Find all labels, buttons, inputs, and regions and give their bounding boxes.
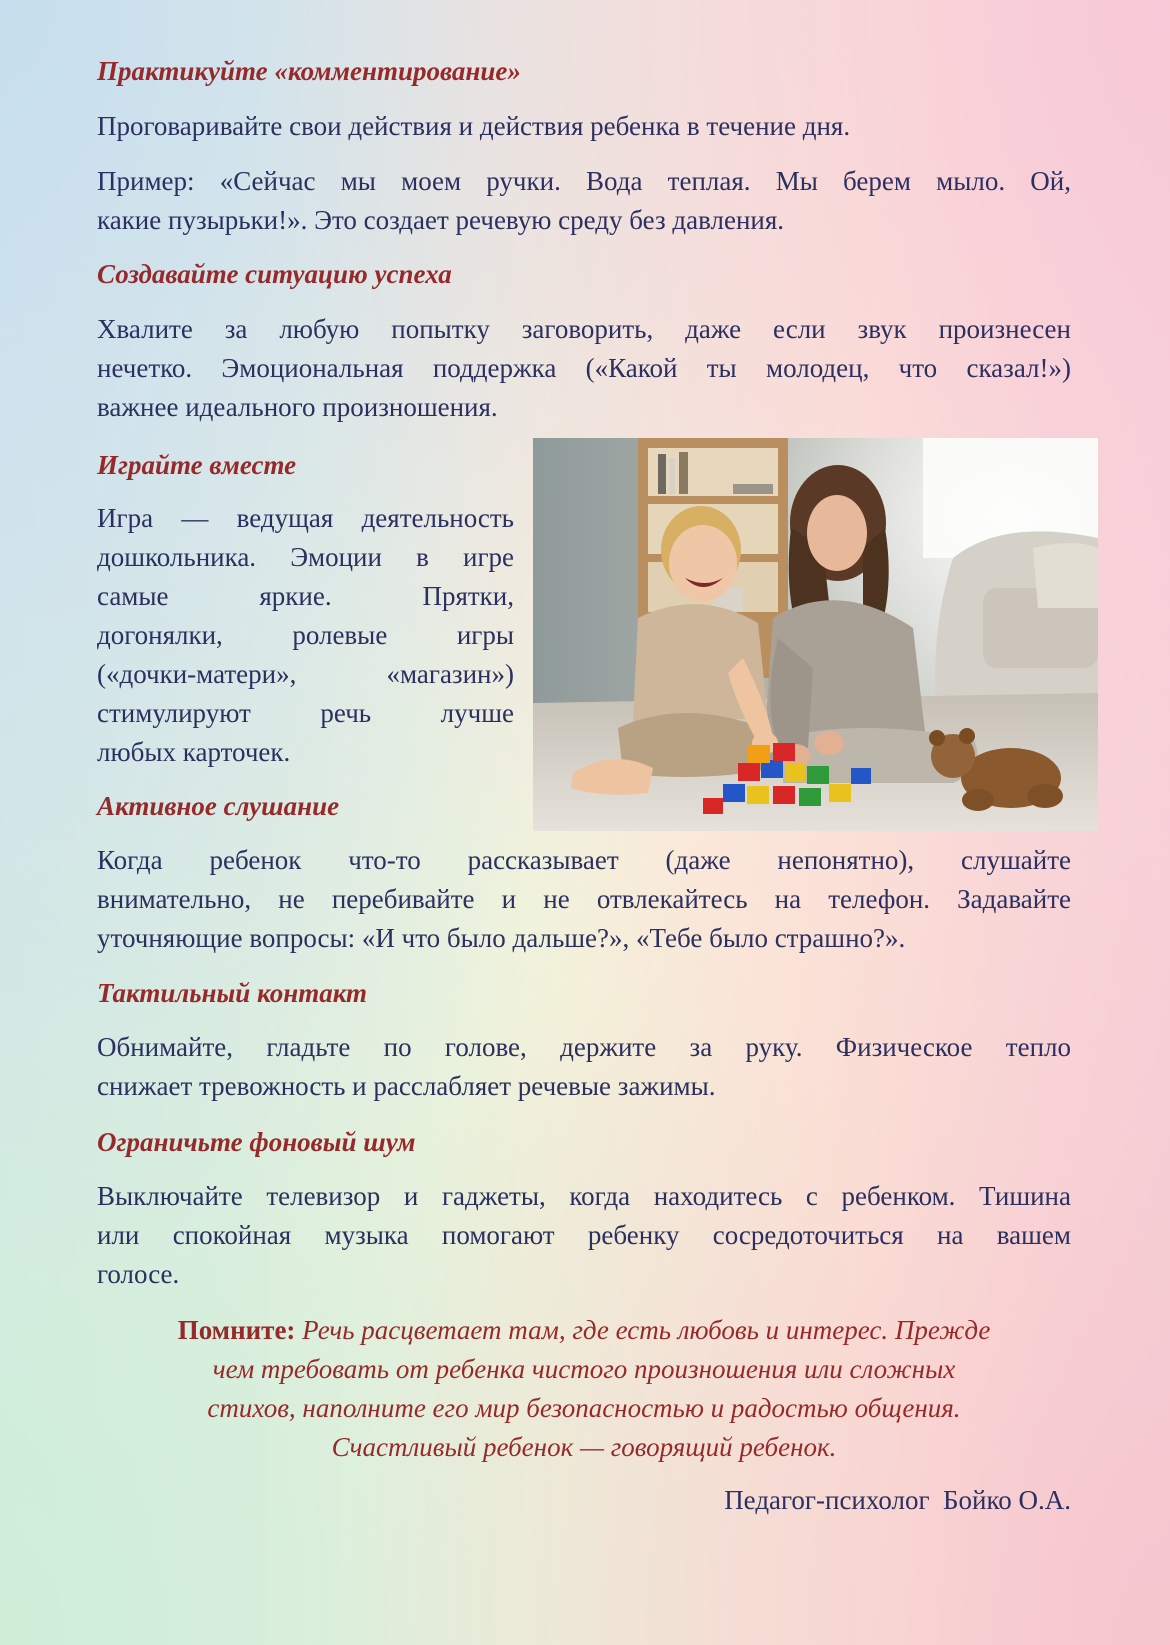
text-line: какие пузырьки!». Это создает речевую среду без давления.	[97, 205, 785, 235]
heading-commenting: Практикуйте «комментирование»	[97, 56, 521, 86]
reminder-line: стихов, наполните его мир безопасностью и радостью общения.	[207, 1393, 961, 1423]
text-line: важнее идеального произношения.	[97, 392, 498, 422]
text-line: самые яркие. Прятки,	[97, 581, 514, 611]
heading-listening: Активное слушание	[97, 791, 340, 821]
reminder-block	[97, 1311, 1071, 1467]
reminder-label: Помните:	[177, 1315, 296, 1345]
text-line: или спокойная музыка помогают ребенку сосредоточиться на вашем	[97, 1220, 1071, 1250]
mother-and-child-playing-blocks-photo-icon	[533, 438, 1098, 831]
reminder-text: Речь расцветает там, где есть любовь и интерес. Прежде	[302, 1315, 991, 1345]
heading-noise: Ограничьте фоновый шум	[97, 1127, 416, 1157]
paragraph-play	[97, 499, 514, 772]
text-line: уточняющие вопросы: «И что было дальше?», «Тебе было страшно?».	[97, 923, 906, 953]
paragraph-success	[97, 310, 1071, 427]
heading-success: Создавайте ситуацию успеха	[97, 259, 452, 289]
paragraph-commenting-2	[97, 162, 1071, 240]
text-line: («дочки-матери», «магазин»)	[97, 659, 514, 689]
text-line: Обнимайте, гладьте по голове, держите за руку. Физическое тепло	[97, 1032, 1071, 1062]
paragraph-listening	[97, 841, 1071, 958]
text-line: Хвалите за любую попытку заговорить, даже если звук произнесен	[97, 314, 1071, 344]
text-line: Выключайте телевизор и гаджеты, когда находитесь с ребенком. Тишина	[97, 1181, 1071, 1211]
reminder-line: чем требовать от ребенка чистого произношения или сложных	[212, 1354, 956, 1384]
signature: Педагог-психолог Бойко О.А.	[724, 1485, 1071, 1515]
text-line: внимательно, не перебивайте и не отвлекайтесь на телефон. Задавайте	[97, 884, 1071, 914]
reminder-line: Счастливый ребенок — говорящий ребенок.	[331, 1432, 837, 1462]
text-line: дошкольника. Эмоции в игре	[97, 542, 514, 572]
text-line: стимулируют речь лучше	[97, 698, 514, 728]
text-line: голосе.	[97, 1259, 180, 1289]
text-line: Игра — ведущая деятельность	[97, 503, 514, 533]
heading-tactile: Тактильный контакт	[97, 978, 368, 1008]
text-line: Пример: «Сейчас мы моем ручки. Вода теплая. Мы берем мыло. Ой,	[97, 166, 1071, 196]
heading-play: Играйте вместе	[97, 450, 297, 480]
text-line: Проговаривайте свои действия и действия ребенка в течение дня.	[97, 111, 851, 141]
text-line: снижает тревожность и расслабляет речевые зажимы.	[97, 1071, 716, 1101]
text-line: любых карточек.	[97, 737, 291, 767]
text-line: Когда ребенок что-то рассказывает (даже непонятно), слушайте	[97, 845, 1071, 875]
text-line: нечетко. Эмоциональная поддержка («Какой ты молодец, что сказал!»)	[97, 353, 1071, 383]
mother-child-photo	[533, 438, 1098, 831]
reminder-line	[97, 1311, 1071, 1350]
paragraph-commenting-1	[97, 107, 1071, 146]
paragraph-noise	[97, 1177, 1071, 1294]
paragraph-tactile	[97, 1028, 1071, 1106]
text-line: догонялки, ролевые игры	[97, 620, 514, 650]
